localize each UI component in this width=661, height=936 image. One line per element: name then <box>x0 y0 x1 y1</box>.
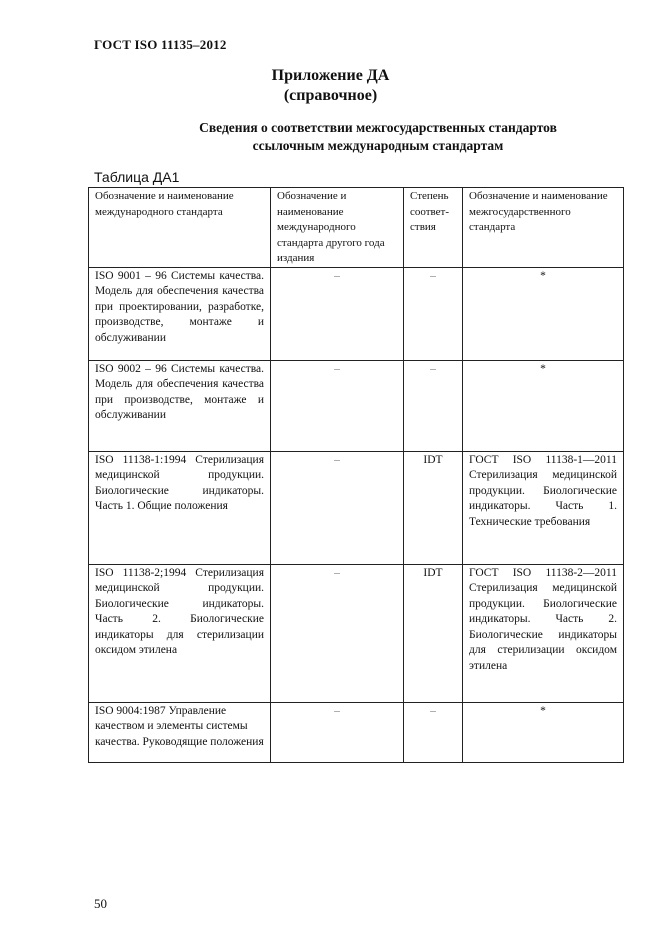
table-row <box>89 451 624 564</box>
cell-interstate-standard: ГОСТ ISO 11138-1—2011 Стерилизация медицинской продукции. Биологические индикаторы. Часть 1. Технические требования <box>463 451 624 564</box>
column-header-degree: Степень соответ-ствия <box>404 188 463 268</box>
table-row <box>89 360 624 451</box>
cell-degree: IDT <box>404 564 463 702</box>
correspondence-table <box>88 187 624 763</box>
cell-interstate-standard: * <box>463 267 624 360</box>
table-row <box>89 564 624 702</box>
cell-other-year: – <box>271 267 404 360</box>
cell-international-standard: ISO 11138-1:1994 Стерилизация медицинской продукции. Биологические индикаторы. Часть 1. Общие положения <box>89 451 271 564</box>
cell-degree: – <box>404 360 463 451</box>
page-number: 50 <box>94 896 107 911</box>
appendix-title: Приложение ДА <box>271 67 390 84</box>
cell-other-year: – <box>271 564 404 702</box>
cell-other-year: – <box>271 451 404 564</box>
cell-international-standard: ISO 9002 – 96 Системы качества. Модель для обеспечения качества при производстве, монтаже и обслуживании <box>89 360 271 451</box>
cell-international-standard: ISO 9001 – 96 Системы качества. Модель для обеспечения качества при проектировании, разработке, производстве, монтаже и обслуживании <box>89 267 271 360</box>
column-header-other-year: Обозначение и наименование международного стандарта другого года издания <box>271 188 404 268</box>
column-header-international: Обозначение и наименование международного стандарта <box>89 188 271 268</box>
table-row <box>89 267 624 360</box>
cell-other-year: – <box>271 702 404 762</box>
cell-degree: IDT <box>404 451 463 564</box>
column-header-interstate: Обозначение и наименование межгосударственного стандарта <box>463 188 624 268</box>
cell-other-year: – <box>271 360 404 451</box>
cell-interstate-standard: * <box>463 702 624 762</box>
cell-international-standard: ISO 9004:1987 Управление качеством и элементы системы качества. Руководящие положения <box>89 702 271 762</box>
cell-interstate-standard: * <box>463 360 624 451</box>
cell-interstate-standard: ГОСТ ISO 11138-2—2011 Стерилизация медицинской продукции. Биологические индикаторы. Часть 2. Биологические индикаторы для стерилизации оксидом этилена <box>463 564 624 702</box>
cell-degree: – <box>404 702 463 762</box>
section-heading-line-2: ссылочным международным стандартам <box>252 138 504 153</box>
section-heading-line-1: Сведения о соответствии межгосударственных стандартов <box>199 120 557 135</box>
table-header-row <box>89 188 624 268</box>
cell-international-standard: ISO 11138-2;1994 Стерилизация медицинской продукции. Биологические индикаторы. Часть 2. Биологические индикаторы для стерилизации оксидом этилена <box>89 564 271 702</box>
appendix-subtitle: (справочное) <box>283 87 378 104</box>
cell-degree: – <box>404 267 463 360</box>
document-code: ГОСТ ISO 11135–2012 <box>94 37 227 52</box>
table-caption: Таблица ДА1 <box>94 169 180 185</box>
table-row <box>89 702 624 762</box>
